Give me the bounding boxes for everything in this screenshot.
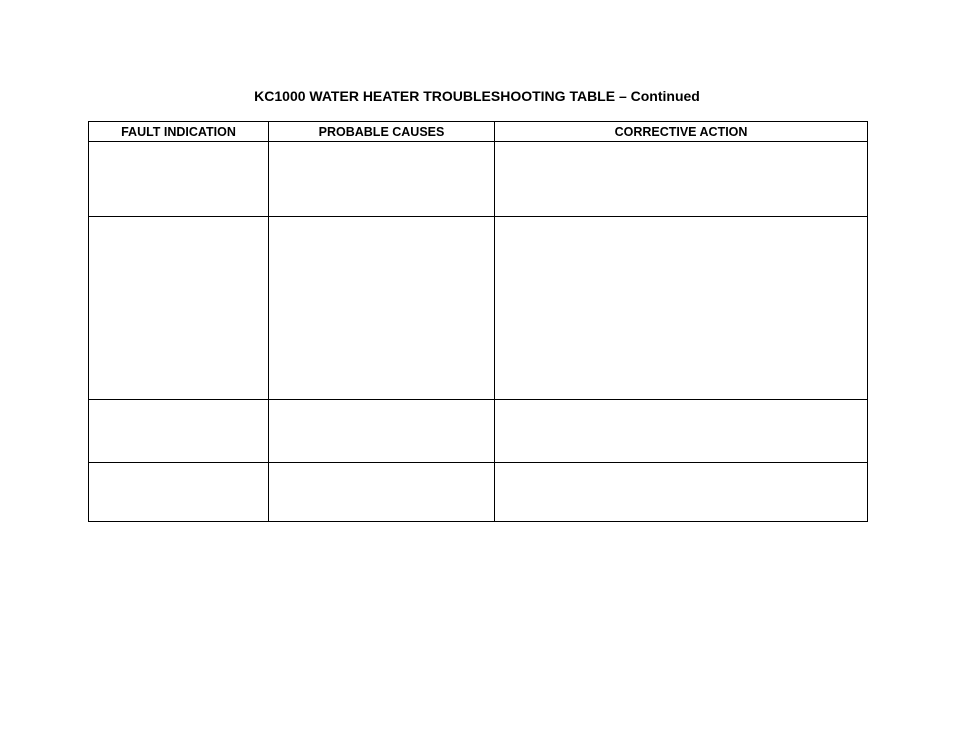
corrective-action-cell	[495, 400, 868, 463]
table-header-row	[89, 122, 868, 142]
probable-causes-cell	[269, 217, 495, 400]
probable-causes-cell	[269, 463, 495, 522]
probable-causes-cell	[269, 142, 495, 217]
header-corrective-action: CORRECTIVE ACTION	[495, 122, 868, 142]
fault-indication-cell	[89, 463, 269, 522]
table-row	[89, 142, 868, 217]
page-title: KC1000 WATER HEATER TROUBLESHOOTING TABLE – Continued	[254, 88, 700, 104]
fault-indication-cell	[89, 400, 269, 463]
table-row	[89, 463, 868, 522]
fault-indication-cell	[89, 217, 269, 400]
header-probable-causes: PROBABLE CAUSES	[269, 122, 495, 142]
troubleshooting-table	[88, 121, 868, 522]
probable-causes-cell	[269, 400, 495, 463]
fault-indication-cell	[89, 142, 269, 217]
header-fault-indication: FAULT INDICATION	[89, 122, 269, 142]
corrective-action-cell	[495, 463, 868, 522]
corrective-action-cell	[495, 217, 868, 400]
corrective-action-cell	[495, 142, 868, 217]
table-row	[89, 400, 868, 463]
table-row	[89, 217, 868, 400]
